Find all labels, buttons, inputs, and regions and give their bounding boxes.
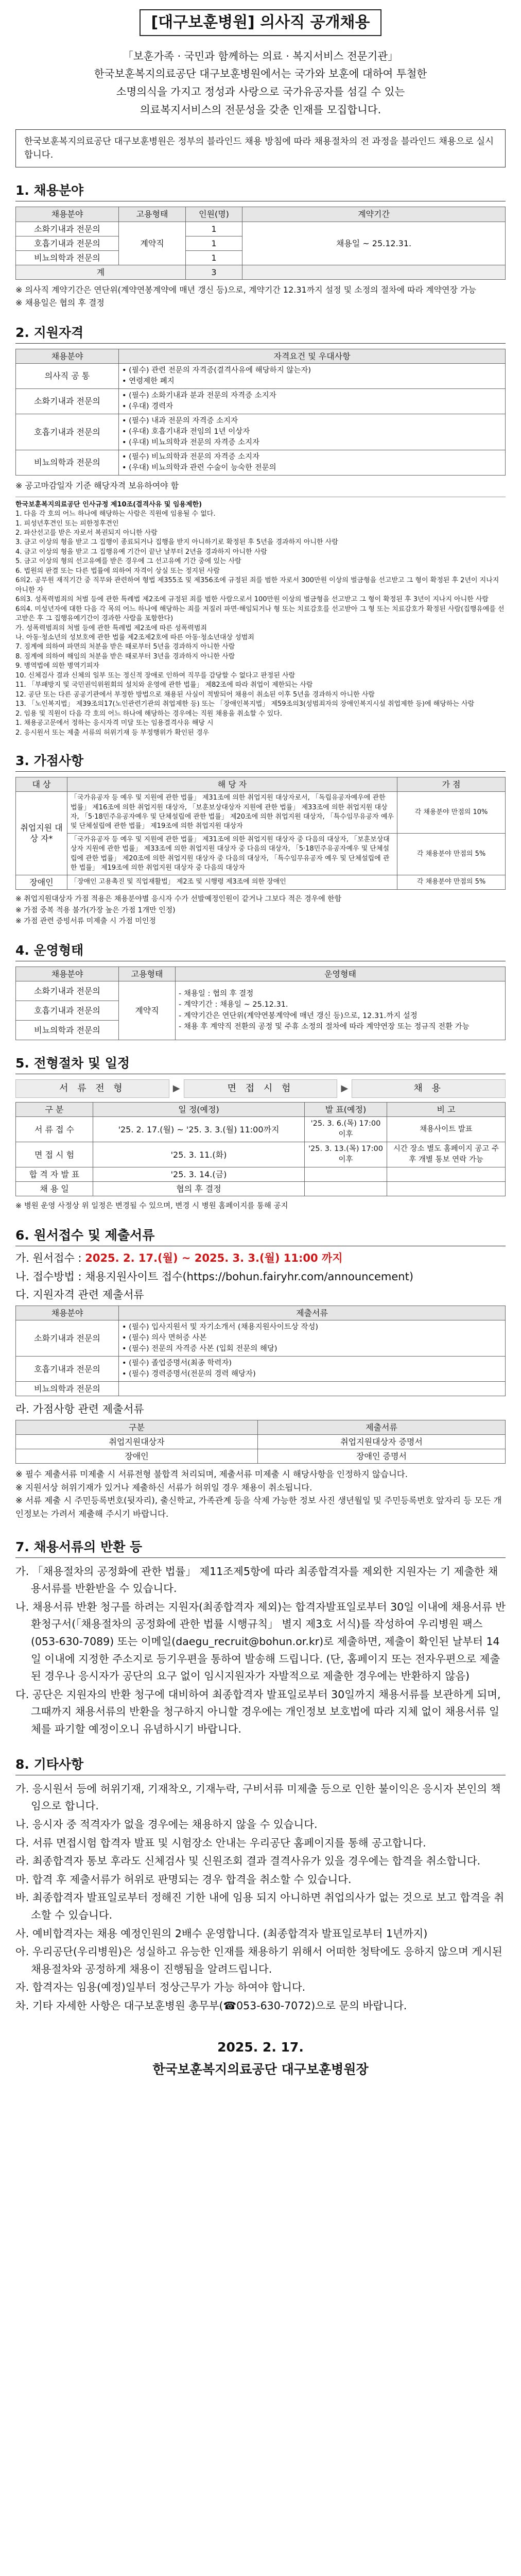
table-row — [16, 1435, 506, 1449]
table-cell: 취업지원대상자 — [16, 1435, 258, 1449]
table-cell: • (필수) 소화기내과 분과 전문의 자격증 소지자 • (우대) 경력자 — [119, 388, 506, 414]
disq-line: 나. 아동·청소년의 성보호에 관한 법률 제2조제2호에 따른 아동·청소년대상 성범죄 — [15, 634, 254, 641]
table-row — [16, 450, 506, 475]
section-2-heading: 2. 지원자격 — [15, 325, 84, 340]
disq-line: 7. 징계에 의하여 파면의 처분을 받은 때로부터 5년을 경과하지 아니한 사람 — [15, 643, 235, 651]
table-row — [16, 1382, 506, 1396]
table-cell: '25. 3. 14.(금) — [93, 1167, 305, 1182]
disq-line: 6의3. 성폭력범죄의 처벌 등에 관한 특례법 제2조에 규정된 죄를 범한 사람으로서 100만원 이상의 벌금형을 선고받고 그 형이 확정된 후 3년이 지나지 아니한 사람 — [15, 596, 489, 604]
table-row — [16, 222, 506, 236]
disqualification-title: 한국보훈복지의료공단 인사규정 제10조(결격사유 및 임용제한) — [15, 500, 202, 509]
table-cell — [387, 1167, 506, 1182]
intro-line: 「보훈가족 · 국민과 함께하는 의료 · 복지서비스 전문기관」 — [123, 49, 398, 62]
note-block — [15, 894, 506, 927]
table-header: 구 분 — [16, 1103, 93, 1117]
disq-line: 6. 법원의 판결 또는 다른 법률에 의하여 자격이 상실 또는 정지된 사람 — [15, 567, 220, 575]
process-flow — [15, 1079, 506, 1098]
table-cell: 합 격 자 발 표 — [16, 1167, 93, 1182]
disq-line: 11. 「부패방지 및 국민권익위원회의 설치와 운영에 관한 법률」 제82조에 따라 취업이 제한되는 사람 — [15, 681, 313, 689]
disq-line: 9. 병역법에 의한 병역기피자 — [15, 662, 99, 670]
table-cell: 의사직 공 통 — [16, 363, 119, 388]
table-row — [16, 1182, 506, 1196]
note-line: ※ 취업지원대상자 가점 적용은 채용분야별 응시자 수가 선발예정인원이 같거나 그보다 적은 경우에 한함 — [15, 894, 342, 903]
table-header: 채용분야 — [16, 1306, 119, 1320]
list-item: 가. 「채용절차의 공정화에 관한 법률」 제11조제5항에 따라 최종합격자를 제외한 지원자는 기 제출한 채용서류를 반환받을 수 있습니다. — [15, 1565, 498, 1595]
table-cell: 채용사이트 발표 — [387, 1117, 506, 1142]
table-header: 일 정(예정) — [93, 1103, 305, 1117]
disq-line: 2. 파산선고를 받은 자로서 복권되지 아니한 사람 — [15, 529, 158, 537]
section-8-heading: 8. 기타사항 — [15, 1756, 84, 1772]
table-header: 인원(명) — [186, 207, 242, 222]
table-header: 대 상 — [16, 777, 67, 791]
note-line: ※ 공고마감일자 기준 해당자격 보유하여야 함 — [15, 480, 179, 490]
table-cell: 호흡기내과 전문의 — [16, 1001, 119, 1021]
qualification-table — [15, 349, 506, 476]
table-header: 가 점 — [397, 777, 506, 791]
disq-line: 2. 응시원서 또는 제출 서류의 허위기재 등 부정행위가 확인된 경우 — [15, 728, 210, 737]
list-item: 사. 예비합격자는 채용 예정인원의 2배수 운영합니다. (최종합격자 발표일로부터 1년까지) — [15, 1927, 428, 1940]
table-header: 해 당 자 — [67, 777, 397, 791]
table-cell: 면 접 시 험 — [16, 1142, 93, 1167]
table-cell: 비뇨의학과 전문의 — [16, 1021, 119, 1040]
table-row — [16, 1357, 506, 1382]
table-cell — [242, 265, 506, 279]
issuing-organization: 한국보훈복지의료공단 대구보훈병원장 — [152, 2061, 369, 2077]
intro-block — [15, 47, 506, 119]
bonus-documents-table — [15, 1420, 506, 1464]
table-header: 채용분야 — [16, 207, 119, 222]
table-header: 비 고 — [387, 1103, 506, 1117]
table-cell: 1 — [186, 250, 242, 265]
disq-line: 4. 금고 이상의 형을 받고 그 집행유예 기간이 끝난 날부터 2년을 경과하지 아니한 사람 — [15, 548, 267, 556]
table-cell: 3 — [186, 265, 242, 279]
note-line: ※ 가점 중복 적용 불가(가장 높은 가점 1개만 인정) — [15, 906, 176, 914]
table-cell: 협의 후 결정 — [93, 1182, 305, 1196]
disq-line: 6의2. 공무원 재직기간 중 직무와 관련하여 형법 제355조 및 제356조에 규정된 죄를 범한 자로서 300만원 이상의 벌금형을 선고받고 그 형이 확정된 후 2년이 지나지 아니한 자 — [15, 577, 499, 594]
table-cell: '25. 2. 17.(월) ~ '25. 3. 3.(월) 11:00까지 — [93, 1117, 305, 1142]
intro-line: 한국보훈복지의료공단 대구보훈병원에서는 국가와 보훈에 대하여 투철한 — [94, 67, 427, 80]
table-cell: 시간 장소 별도 홈페이지 공고 주후 개별 통보 연락 가능 — [387, 1142, 506, 1167]
arrow-right-icon: ▶ — [341, 1083, 349, 1094]
disq-line: 10. 신체검사 결과 신체의 일부 또는 정신적 장애로 인하여 직무를 감당할 수 없다고 판정된 사람 — [15, 671, 296, 680]
table-header: 자격요건 및 우대사항 — [119, 349, 506, 363]
disq-line: 5. 금고 이상의 형의 선고유예를 받은 경우에 그 선고유예 기간 중에 있는 사람 — [15, 557, 241, 566]
table-cell: 취업지원 대 상 자* — [16, 792, 67, 875]
flow-step: 채 용 — [352, 1079, 506, 1098]
recruit-field-table — [15, 207, 506, 280]
blind-hiring-notice: 한국보훈복지의료공단 대구보훈병원은 정부의 블라인드 채용 방침에 따라 채용절차의 전 과정을 블라인드 채용으로 실시합니다. — [15, 129, 506, 168]
list-item: 자. 합격자는 임용(예정)일부터 정상근무가 가능 하여야 합니다. — [15, 1981, 306, 1994]
table-cell: 소화기내과 전문의 — [16, 1320, 119, 1357]
table-cell: 채 용 일 — [16, 1182, 93, 1196]
note-line: ※ 필수 제출서류 미제출 시 서류전형 불합격 처리되며, 제출서류 미제출 시 해당사항을 인정하지 않습니다. — [15, 1469, 408, 1480]
table-header: 고용형태 — [119, 207, 186, 222]
application-method: 나. 접수방법 : 채용지원사이트 접수(https://bohun.fairyhr.com/announcement) — [15, 1270, 414, 1283]
disq-line: 1. 피성년후견인 또는 피한정후견인 — [15, 519, 119, 528]
table-cell — [387, 1182, 506, 1196]
note-line: ※ 의사직 계약기간은 연단위(계약연봉계약에 매년 갱신 등)으로, 계약기간 12.31까지 설정 및 소정의 절차에 따라 계약연장 가능 — [15, 285, 476, 295]
page-title: [대구보훈병원] 의사직 공개채용 — [140, 9, 381, 36]
application-period — [15, 1251, 506, 1266]
table-cell: '25. 3. 6.(목) 17:00이후 — [305, 1117, 387, 1142]
table-cell: 채용일 ~ 25.12.31. — [242, 222, 506, 265]
table-cell: 소화기내과 전문의 — [16, 981, 119, 1001]
table-cell: 장애인 — [16, 875, 67, 889]
table-cell: 장애인 — [16, 1449, 258, 1464]
schedule-table — [15, 1102, 506, 1196]
table-cell: 계약직 — [119, 981, 176, 1040]
list-item: 나. 채용서류 반환 청구를 하려는 지원자(최종합격자 제외)는 합격자발표일로부터 30일 이내에 채용서류 반환청구서(「채용절차의 공정화에 관한 법률 시행규칙」 별지 제3호 서식)를 작성하여 우리병원 팩스 (053-630-7089) 또는 이메일(daegu_recruit@bohun.or.kr)로 제출하면, 제출이 확인된 날부터 14일 이내에 지정한 주소지로 등기우편을 통하여 발송해 드립니다. (단, 홈페이지 또는 전자우편으로 제출된 경우나 응시자가 공단의 요구 없이 임시지원자가 자발적으로 제출한 경우에는 반환하지 않음) — [15, 1600, 506, 1683]
table-cell: 1 — [186, 236, 242, 250]
flow-step: 서 류 전 형 — [15, 1079, 169, 1098]
table-cell: 취업지원대상자 증명서 — [258, 1435, 506, 1449]
table-cell: 계 — [16, 265, 186, 279]
table-cell: 「장애인 고용촉진 및 직업재활법」 제2조 및 시행령 제3조에 의한 장애인 — [67, 875, 397, 889]
table-row — [16, 792, 506, 834]
bonus-points-table — [15, 777, 506, 890]
table-cell: '25. 3. 11.(화) — [93, 1142, 305, 1167]
table-cell: 1 — [186, 222, 242, 236]
table-cell: • (필수) 졸업증명서(최종 학력자) • (필수) 경력증명서(전문의 경력 해당자) — [119, 1357, 506, 1382]
table-cell: 호흡기내과 전문의 — [16, 414, 119, 450]
list-item: 나. 응시자 중 적격자가 없을 경우에는 채용하지 않을 수 있습니다. — [15, 1818, 318, 1831]
disq-line: 1. 다음 각 호의 어느 하나에 해당하는 사람은 직원에 임용될 수 없다. — [15, 510, 216, 518]
application-period-value: 2025. 2. 17.(월) ~ 2025. 3. 3.(월) 11:00 까지 — [85, 1251, 343, 1264]
table-row — [16, 1142, 506, 1167]
table-cell — [305, 1182, 387, 1196]
document-page — [15, 9, 506, 2078]
table-row — [16, 1117, 506, 1142]
table-cell: • (필수) 비뇨의학과 전문의 자격증 소지자 • (우대) 비뇨의학과 관련 수술이 능숙한 전문의 — [119, 450, 506, 475]
divider — [15, 343, 506, 344]
disq-line: 6의4. 미성년자에 대한 다음 각 목의 어느 하나에 해당하는 죄를 저질러 파면·해임되거나 형 또는 치료감호를 선고받아 그 형 또는 치료감호가 확정된 사람(집행유예를 선고받은 후 그 집행유예기간이 경과한 사람을 포함한다) — [15, 605, 505, 623]
table-row — [16, 1320, 506, 1357]
note-line: ※ 병원 운영 사정상 위 일정은 변경될 수 있으며, 변경 시 병원 홈페이지를 통해 공지 — [15, 1202, 288, 1211]
note-line: ※ 채용일은 협의 후 결정 — [15, 297, 105, 308]
table-cell: 장애인 증명서 — [258, 1449, 506, 1464]
note-line: ※ 가점 관련 증빙서류 미제출 시 가점 미인정 — [15, 917, 156, 926]
disq-line: 2. 임용 및 직원이 다음 각 호의 어느 하나에 해당하는 경우에는 직원 채용을 취소할 수 있다. — [15, 709, 283, 718]
list-item: 바. 최종합격자 발표일로부터 정해진 기한 내에 임용 되지 아니하면 취업의사가 없는 것으로 보고 합격을 취소할 수 있습니다. — [15, 1891, 505, 1921]
list-item: 라. 최종합격자 통보 후라도 신체검사 및 신원조회 결과 결격사유가 있을 경우에는 합격을 취소합니다. — [15, 1855, 481, 1868]
section-7-heading: 7. 채용서류의 반환 등 — [15, 1539, 143, 1554]
table-row — [16, 388, 506, 414]
table-cell: • (필수) 내과 전문의 자격증 소지자 • (우대) 호흡기내과 전임의 1년 이상자 • (우대) 비뇨의학과 전문의 자격증 소지자 — [119, 414, 506, 450]
section-3-heading: 3. 가점사항 — [15, 753, 84, 768]
table-cell: • (필수) 관련 전문의 자격증(결격사유에 해당하지 않는자) • 연령제한 폐지 — [119, 363, 506, 388]
table-header: 제출서류 — [258, 1420, 506, 1435]
list-item: 아. 우리공단(우리병원)은 성실하고 유능한 인재를 채용하기 위해서 어떠한 청탁에도 응하지 않으며 게시된 채용절차와 공정하게 채용이 진행됨을 알려드립니다. — [15, 1945, 502, 1975]
table-header: 고용형태 — [119, 967, 176, 981]
section-5-heading: 5. 전형절차 및 일정 — [15, 1056, 130, 1071]
table-row — [16, 833, 506, 875]
divider — [15, 771, 506, 772]
disqualification-block — [15, 497, 506, 738]
section-1-heading: 1. 채용분야 — [15, 183, 84, 198]
intro-line: 소명의식을 가지고 정성과 사랑으로 국가유공자를 섬길 수 있는 — [116, 86, 405, 98]
table-cell: 「국가유공자 등 예우 및 지원에 관한 법률」 제31조에 의한 취업지원 대상자로서, 「독립유공자예우에 관한 법률」 제16조에 의한 취업지원 대상자, 「보훈보상대상자 지원에 관한 법률」 제33조에 의한 취업지원 대상자, 「5·18민주유공자예우 및 단체설립에 관한 법률」 제20조에 의한 취업지원 대상자, 「특수임무유공자 예우 및 단체설립에 관한 법률」 제19조에 의한 취업지원 대상자 — [67, 792, 397, 834]
table-cell: 비뇨의학과 전문의 — [16, 450, 119, 475]
table-row — [16, 1449, 506, 1464]
table-cell: 서 류 접 수 — [16, 1117, 93, 1142]
flow-step: 면 접 시 험 — [184, 1079, 338, 1098]
table-header: 구분 — [16, 1420, 258, 1435]
table-cell: 호흡기내과 전문의 — [16, 1357, 119, 1382]
table-header: 채용분야 — [16, 967, 119, 981]
list-item: 차. 기타 자세한 사항은 대구보훈병원 총무부(☎053-630-7072)으로 문의 바랍니다. — [15, 1999, 407, 2012]
disq-line: 1. 채용공고문에서 정하는 응시자격 미달 또는 임용결격사유 해당 시 — [15, 719, 214, 727]
table-cell — [305, 1167, 387, 1182]
disq-line: 13. 「노인복지법」 제39조의17(노인관련기관의 취업제한 등) 또는 「장애인복지법」 제59조의3(성범죄자의 장애인복지시설 취업제한 등)에 해당하는 사람 — [15, 700, 475, 708]
divider — [15, 1557, 506, 1558]
application-period-label: 가. 원서접수 : — [15, 1251, 85, 1264]
note-line: ※ 서류 제출 시 주민등록번호(뒷자리), 출신학교, 가족관계 등을 삭제 가능한 정보 사진 생년월일 및 주민등록번호 앞자리 등 모든 개인정보는 가려서 제출해 주시기 바랍니다. — [15, 1496, 502, 1519]
table-cell: 「국가유공자 등 예우 및 지원에 관한 법률」 제31조에 의한 취업지원 대상자 중 다음의 대상자, 「보훈보상대상자 지원에 관한 법률」 제33조에 의한 취업지원 대상자 중 다음의 대상자, 「5·18민주유공자예우 및 단체설립에 관한 법률」 제20조에 의한 취업지원 대상자 중 다음의 대상자, 「특수임무유공자 예우 및 단체설립에 관한 법률」 제19조에 의한 취업지원 대상자 중 다음의 대상자 — [67, 833, 397, 875]
document-return-list — [15, 1563, 506, 1738]
table-cell: 각 채용분야 만점의 5% — [397, 875, 506, 889]
table-header: 발 표(예정) — [305, 1103, 387, 1117]
note-block — [15, 1468, 506, 1520]
disq-line: 3. 금고 이상의 형을 받고 그 집행이 종료되거나 집행을 받지 아니하기로 확정된 후 5년을 경과하지 아니한 사람 — [15, 538, 338, 547]
note-block — [15, 284, 506, 310]
table-cell — [119, 1382, 506, 1396]
note-line: ※ 지원서상 허위기재가 있거나 제출하신 서류가 허위일 경우 채용이 취소됩니다. — [15, 1482, 312, 1493]
table-row — [16, 414, 506, 450]
table-cell: 비뇨의학과 전문의 — [16, 1382, 119, 1396]
table-cell: 비뇨의학과 전문의 — [16, 250, 119, 265]
table-cell: 각 채용분야 만점의 5% — [397, 833, 506, 875]
arrow-right-icon: ▶ — [172, 1083, 180, 1094]
table-header: 제출서류 — [119, 1306, 506, 1320]
disq-line: 8. 징계에 의하여 해임의 처분을 받은 때로부터 3년을 경과하지 아니한 사람 — [15, 652, 235, 660]
docs-title: 다. 지원자격 관련 제출서류 — [15, 1289, 144, 1301]
table-row — [16, 363, 506, 388]
table-row — [16, 265, 506, 279]
table-cell: 호흡기내과 전문의 — [16, 236, 119, 250]
section-4-heading: 4. 운영형태 — [15, 942, 84, 958]
intro-line: 의료복지서비스의 전문성을 갖춘 인재를 모집합니다. — [140, 104, 381, 116]
table-cell: • (필수) 입사지원서 및 자기소개서 (채용지원사이트상 작성) • (필수) 의사 면허증 사본 • (필수) 전문의 자격증 사본 (입회 전문의 해당) — [119, 1320, 506, 1357]
table-row — [16, 981, 506, 1001]
announcement-date: 2025. 2. 17. — [217, 2039, 304, 2055]
table-cell: 소화기내과 전문의 — [16, 388, 119, 414]
list-item: 가. 응시원서 등에 허위기재, 기재착오, 기재누락, 구비서류 미제출 등으로 인한 불이익은 응시자 본인의 책임으로 합니다. — [15, 1782, 501, 1812]
list-item: 다. 공단은 지원자의 반환 청구에 대비하여 최종합격자 발표일로부터 30일까지 채용서류를 보관하게 되며, 그때까지 채용서류의 반환을 청구하지 아니할 경우에는 개인정보 보호법에 따라 지체 없이 채용서류 일체를 파기할 예정이오니 유념하시기 바랍니다. — [15, 1688, 501, 1736]
table-cell: 소화기내과 전문의 — [16, 222, 119, 236]
section-6-heading: 6. 원서접수 및 제출서류 — [15, 1227, 155, 1243]
table-cell: 계약직 — [119, 222, 186, 265]
disq-line: 가. 성폭력범죄의 처벌 등에 관한 특례법 제2조에 따른 성폭력범죄 — [15, 624, 207, 632]
table-cell: '25. 3. 13.(목) 17:00이후 — [305, 1142, 387, 1167]
table-row — [16, 1167, 506, 1182]
table-cell: - 채용일 : 협의 후 결정 - 계약기간 : 채용일 ~ 25.12.31. - 계약기간은 연단위(계약연봉계약에 매년 갱신 등)으로, 12.31.까지 설정 - 채용 후 계약직 전환의 공정 및 주휴 소정의 절차에 따라 계약연장 또는 정규직 전환 가능 — [176, 981, 506, 1040]
bonus-docs-title: 라. 가점사항 관련 제출서류 — [15, 1403, 144, 1416]
table-header: 계약기간 — [242, 207, 506, 222]
table-row — [16, 875, 506, 889]
list-item: 마. 합격 후 제출서류가 허위로 판명되는 경우 합격을 취소할 수 있습니다. — [15, 1873, 352, 1886]
disq-line: 12. 공단 또는 다른 공공기관에서 부정한 방법으로 채용된 사실이 적발되어 채용이 취소된 이후 5년을 경과하지 아니한 사람 — [15, 690, 375, 699]
list-item: 다. 서류 면접시험 합격자 발표 및 시험장소 안내는 우리공단 홈페이지를 통해 공고합니다. — [15, 1836, 426, 1849]
operation-table — [15, 967, 506, 1040]
documents-table — [15, 1306, 506, 1396]
table-header: 채용분야 — [16, 349, 119, 363]
table-cell: 각 채용분야 만점의 10% — [397, 792, 506, 834]
table-header: 운영형태 — [176, 967, 506, 981]
other-notes-list — [15, 1781, 506, 2015]
